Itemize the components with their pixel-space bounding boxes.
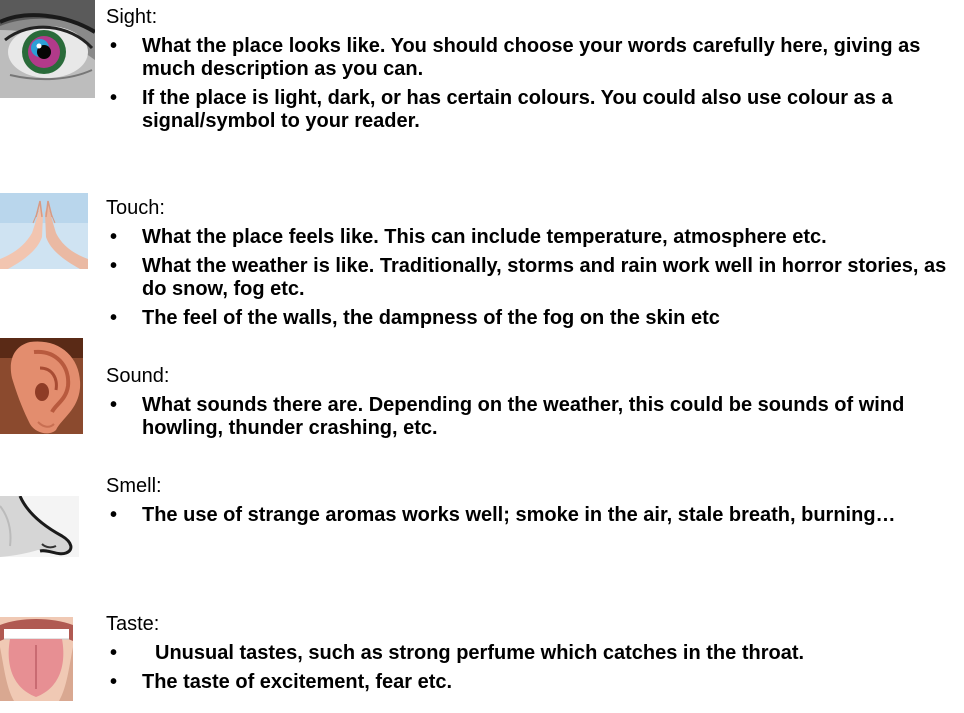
- tongue-image: [0, 617, 73, 701]
- sound-bullet-1: [110, 394, 960, 440]
- touch-bullet-2: [110, 255, 960, 301]
- bullet-symbol: •: [110, 35, 118, 57]
- bullet-symbol: •: [110, 226, 118, 248]
- nose-image: [0, 496, 79, 557]
- bullet-text: What the place looks like. You should choose your words carefully here, giving as much description as you can.: [142, 35, 921, 80]
- smell-bullet-1: [110, 504, 960, 527]
- taste-bullet-1: [110, 642, 960, 665]
- bullet-text: What the place feels like. This can include temperature, atmosphere etc.: [142, 226, 827, 248]
- sight-bullet-2: [110, 87, 960, 133]
- touch-bullet-3: [110, 307, 960, 330]
- bullet-symbol: •: [110, 307, 118, 329]
- eye-image: [0, 0, 95, 98]
- ear-image: [0, 338, 83, 434]
- smell-heading: Smell:: [106, 475, 162, 497]
- hands-image: [0, 193, 88, 269]
- taste-bullet-2: [110, 671, 960, 694]
- sound-heading: Sound:: [106, 365, 170, 387]
- bullet-symbol: •: [110, 87, 118, 109]
- bullet-text: The taste of excitement, fear etc.: [142, 671, 453, 693]
- bullet-text: What the weather is like. Traditionally, storms and rain work well in horror stories, as do snow, fog etc.: [142, 255, 947, 300]
- bullet-symbol: •: [110, 671, 118, 693]
- bullet-symbol: •: [110, 642, 118, 664]
- taste-heading: Taste:: [106, 613, 160, 635]
- bullet-symbol: •: [110, 255, 118, 277]
- bullet-text: The feel of the walls, the dampness of the fog on the skin etc: [142, 307, 720, 329]
- sight-bullet-1: [110, 35, 960, 81]
- sight-heading: Sight:: [106, 6, 158, 28]
- bullet-text: The use of strange aromas works well; smoke in the air, stale breath, burning…: [142, 504, 896, 526]
- bullet-text: If the place is light, dark, or has certain colours. You could also use colour as a signal/symbol to your reader.: [142, 87, 893, 132]
- bullet-symbol: •: [110, 394, 118, 416]
- bullet-text: Unusual tastes, such as strong perfume which catches in the throat.: [155, 642, 805, 664]
- touch-heading: Touch:: [106, 197, 165, 219]
- touch-bullet-1: [110, 226, 960, 249]
- bullet-text: What sounds there are. Depending on the weather, this could be sounds of wind howling, thunder crashing, etc.: [142, 394, 905, 439]
- bullet-symbol: •: [110, 504, 118, 526]
